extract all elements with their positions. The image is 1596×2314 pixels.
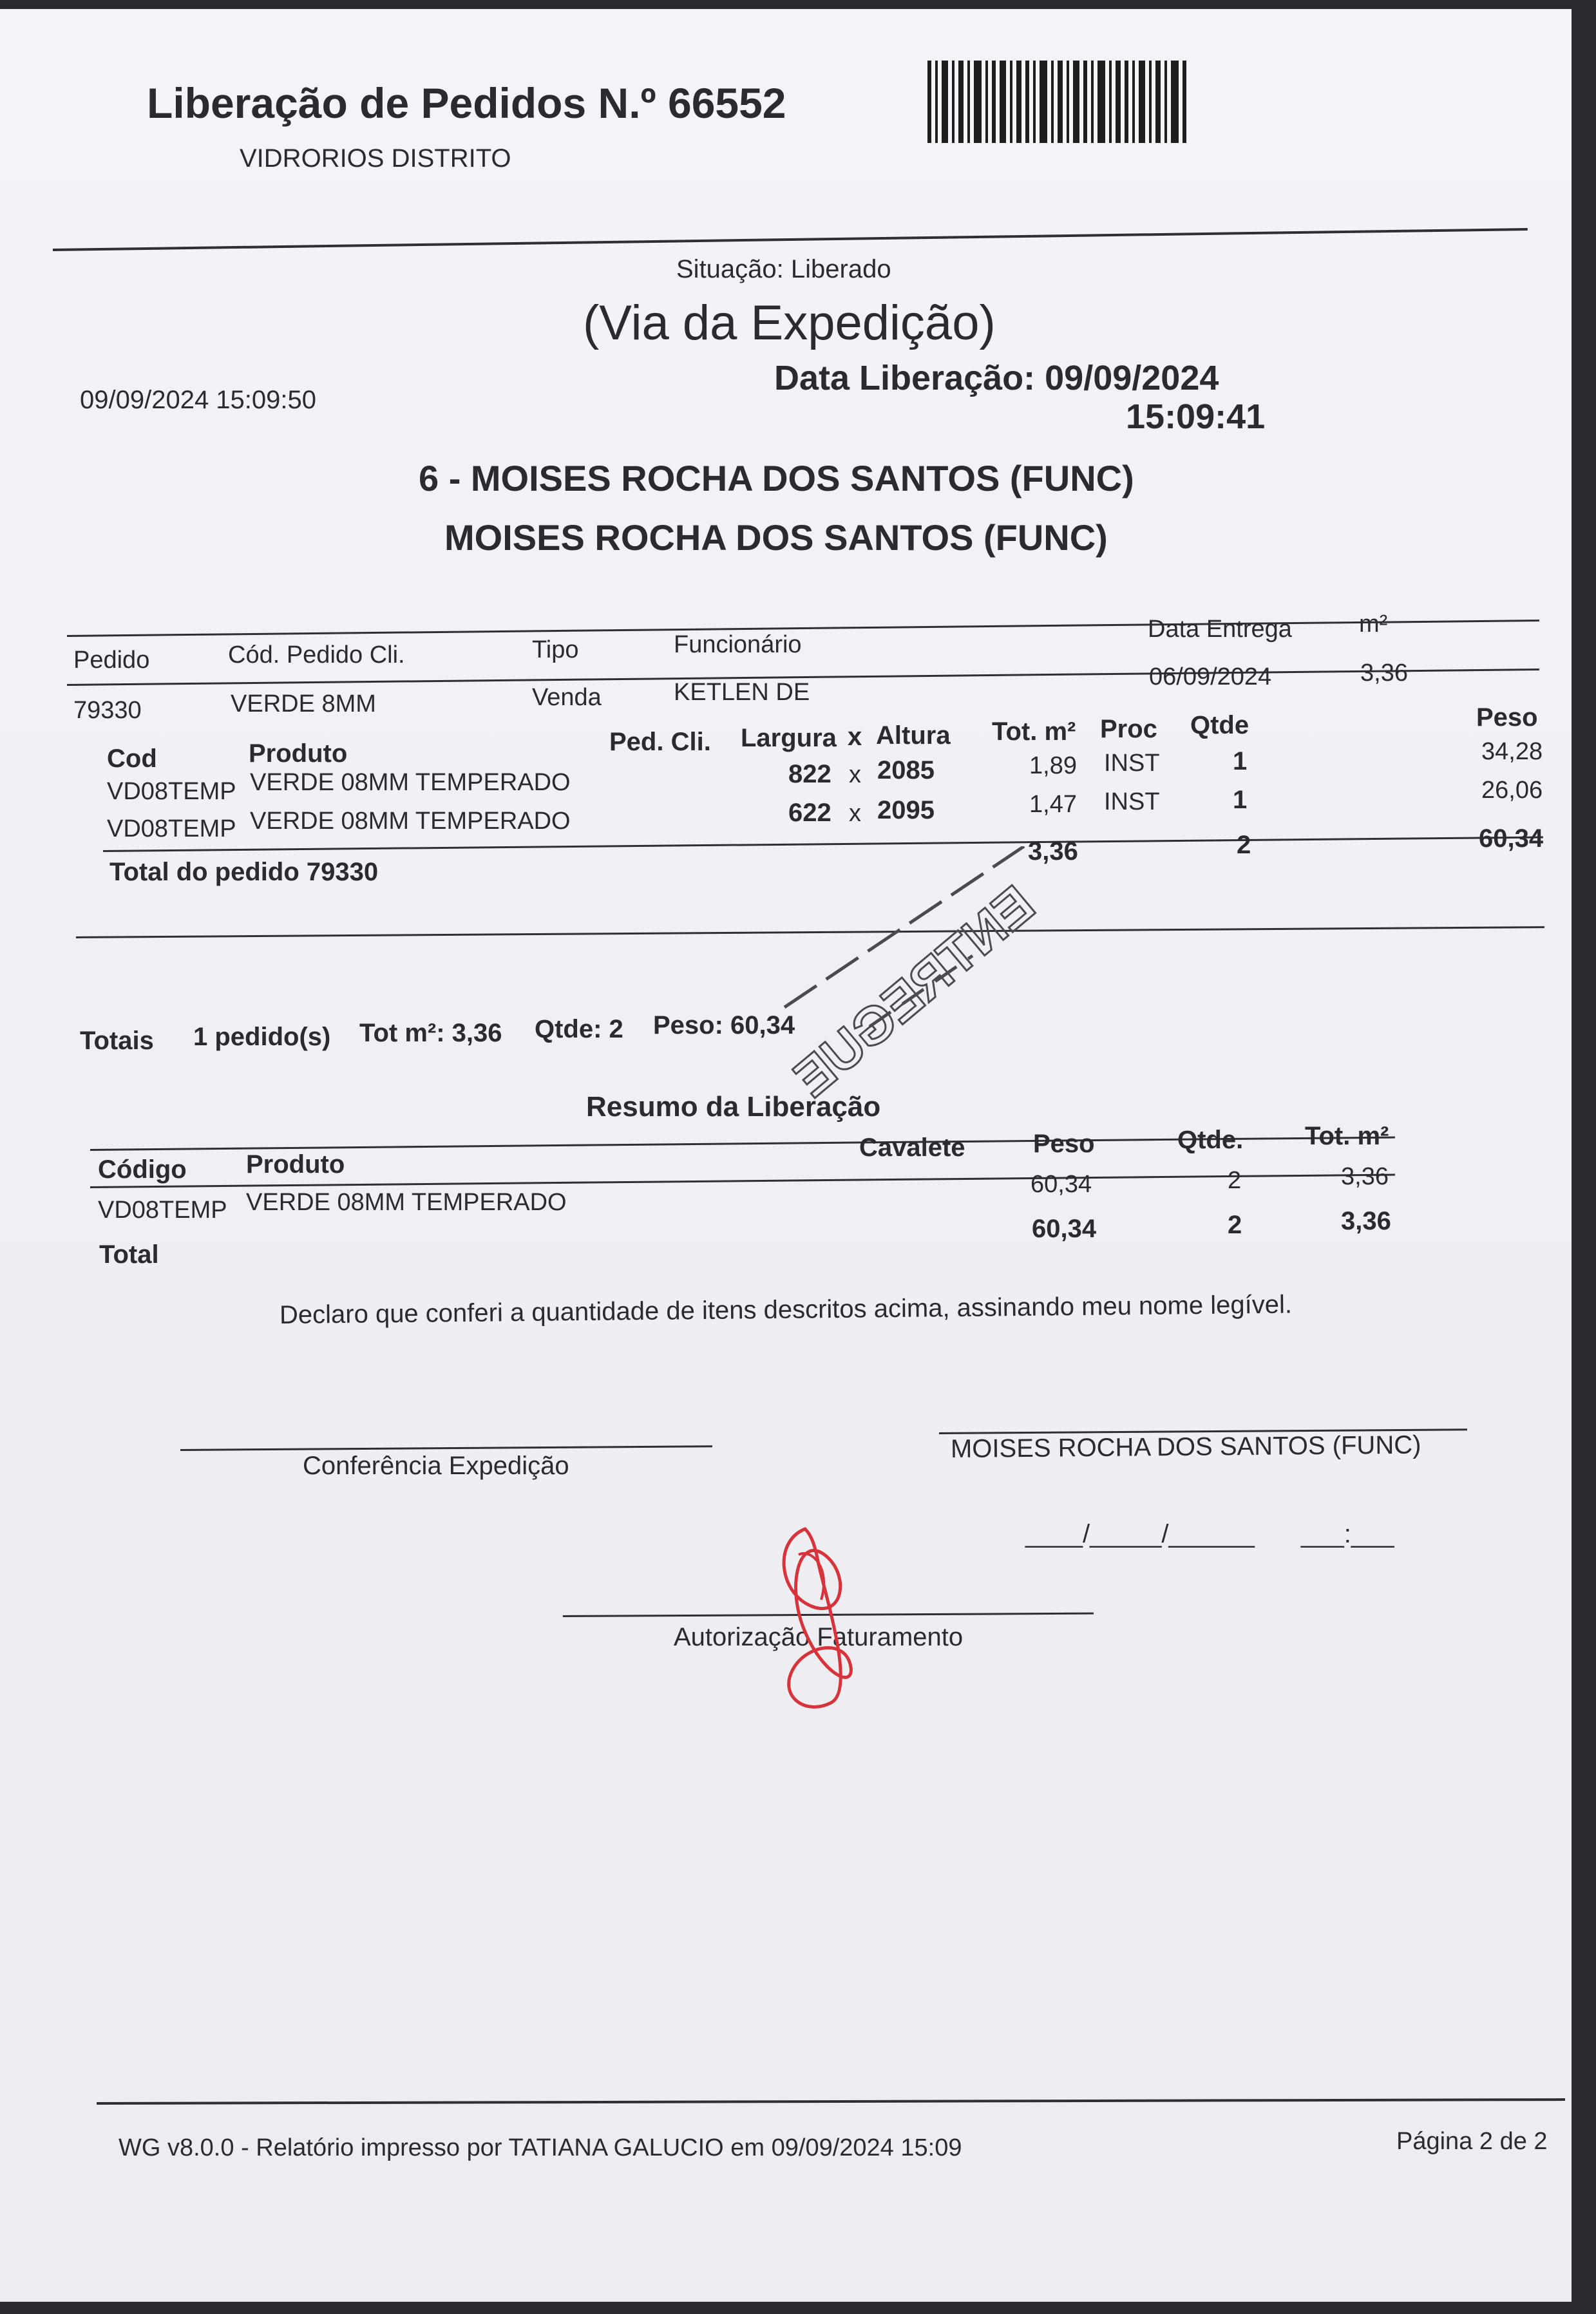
col-header-tipo: Tipo bbox=[532, 636, 579, 663]
item-qtde: 1 bbox=[1233, 786, 1248, 814]
summary-codigo-value: VD08TEMP bbox=[98, 1197, 227, 1224]
summary-col-tot-m2: Tot. m² bbox=[1305, 1122, 1389, 1150]
summary-col-produto: Produto bbox=[246, 1150, 345, 1179]
summary-total-label: Total bbox=[99, 1240, 159, 1269]
col-header-cod: Cod bbox=[107, 744, 157, 773]
order-total-peso: 60,34 bbox=[1479, 824, 1544, 853]
totals-pedidos: 1 pedido(s) bbox=[193, 1023, 331, 1051]
time-slots: ___:___ bbox=[1301, 1520, 1394, 1548]
order-total-qtde: 2 bbox=[1237, 831, 1251, 859]
item-proc: INST bbox=[1104, 750, 1160, 777]
summary-col-codigo: Código bbox=[98, 1155, 187, 1184]
col-header-altura: Altura bbox=[876, 721, 951, 750]
col-header-peso: Peso bbox=[1476, 703, 1538, 732]
item-proc: INST bbox=[1104, 788, 1160, 815]
order-tipo-value: Venda bbox=[532, 684, 602, 711]
col-header-data-entrega: Data Entrega bbox=[1148, 616, 1292, 643]
col-header-ped-cli: Ped. Cli. bbox=[609, 728, 711, 756]
document-page bbox=[0, 9, 1572, 2302]
summary-produto-value: VERDE 08MM TEMPERADO bbox=[246, 1189, 567, 1216]
client-name-line2: MOISES ROCHA DOS SANTOS (FUNC) bbox=[444, 517, 1108, 558]
copy-type-label: (Via da Expedição) bbox=[583, 296, 996, 350]
item-peso: 26,06 bbox=[1481, 777, 1543, 804]
summary-tot-m2-value: 3,36 bbox=[1341, 1163, 1389, 1190]
order-pedido-value: 79330 bbox=[73, 697, 142, 724]
printed-timestamp: 09/09/2024 15:09:50 bbox=[80, 386, 317, 414]
summary-title: Resumo da Liberação bbox=[586, 1091, 881, 1123]
barcode-image bbox=[927, 61, 1186, 143]
item-altura: 2095 bbox=[877, 796, 935, 824]
col-header-pedido: Pedido bbox=[73, 647, 150, 674]
item-cod: VD08TEMP bbox=[107, 778, 236, 805]
item-largura: 622 bbox=[788, 799, 831, 827]
signature-line-conferencia bbox=[180, 1445, 712, 1451]
col-header-x: x bbox=[848, 723, 862, 751]
item-produto: VERDE 08MM TEMPERADO bbox=[250, 808, 571, 835]
company-name: VIDRORIOS DISTRITO bbox=[240, 144, 511, 173]
summary-col-qtde: Qtde. bbox=[1177, 1126, 1244, 1154]
item-produto: VERDE 08MM TEMPERADO bbox=[250, 769, 571, 796]
declaration-text: Declaro que conferi a quantidade de itens descritos acima, assinando meu nome legível. bbox=[279, 1290, 1293, 1329]
handwritten-signature bbox=[760, 1516, 876, 1722]
col-header-produto: Produto bbox=[249, 739, 348, 768]
delivered-stamp bbox=[779, 846, 1114, 1117]
totals-peso: Peso: 60,34 bbox=[653, 1011, 795, 1039]
summary-qtde-value: 2 bbox=[1228, 1167, 1242, 1194]
item-x: x bbox=[849, 800, 861, 827]
item-tot-m2: 1,47 bbox=[1029, 791, 1077, 818]
signature-label-autorizacao: Autorização Faturamento bbox=[674, 1623, 964, 1651]
totals-tot-m2: Tot m²: 3,36 bbox=[359, 1019, 502, 1047]
order-cod-pedido-cli-value: VERDE 8MM bbox=[231, 690, 376, 717]
summary-total-tot-m2: 3,36 bbox=[1341, 1207, 1391, 1235]
item-altura: 2085 bbox=[877, 756, 935, 784]
col-header-tot-m2: Tot. m² bbox=[992, 717, 1076, 746]
order-top-line bbox=[67, 620, 1539, 637]
col-header-cod-pedido-cli: Cód. Pedido Cli. bbox=[228, 641, 405, 669]
client-name-line1: 6 - MOISES ROCHA DOS SANTOS (FUNC) bbox=[419, 458, 1134, 498]
item-tot-m2: 1,89 bbox=[1029, 752, 1077, 779]
item-x: x bbox=[849, 761, 861, 788]
col-header-funcionario: Funcionário bbox=[674, 631, 802, 658]
item-cod: VD08TEMP bbox=[107, 815, 236, 842]
order-total-m2: 3,36 bbox=[1028, 837, 1078, 866]
totals-qtde: Qtde: 2 bbox=[535, 1015, 623, 1043]
col-header-qtde: Qtde bbox=[1190, 711, 1249, 739]
footer-page-number: Página 2 de 2 bbox=[1396, 2128, 1548, 2155]
col-header-m2: m² bbox=[1359, 611, 1388, 638]
release-time: 15:09:41 bbox=[1126, 397, 1266, 436]
signature-label-conferencia: Conferência Expedição bbox=[303, 1452, 569, 1480]
document-title: Liberação de Pedidos N.º 66552 bbox=[147, 79, 786, 127]
col-header-proc: Proc bbox=[1100, 715, 1157, 743]
signature-label-client: MOISES ROCHA DOS SANTOS (FUNC) bbox=[950, 1430, 1421, 1463]
item-qtde: 1 bbox=[1233, 747, 1248, 775]
status-label: Situação: Liberado bbox=[676, 255, 891, 283]
footer-divider bbox=[97, 2098, 1565, 2105]
summary-col-cavalete: Cavalete bbox=[859, 1133, 965, 1162]
summary-col-peso: Peso bbox=[1033, 1130, 1095, 1158]
totals-label: Totais bbox=[80, 1027, 154, 1055]
header-divider bbox=[53, 228, 1528, 251]
order-total-label: Total do pedido 79330 bbox=[109, 858, 379, 886]
order-m2-value: 3,36 bbox=[1360, 659, 1408, 687]
item-largura: 822 bbox=[788, 760, 831, 788]
date-slots: ____/_____/______ bbox=[1025, 1520, 1255, 1548]
order-data-entrega-value: 06/09/2024 bbox=[1149, 663, 1272, 690]
footer-printed-by: WG v8.0.0 - Relatório impresso por TATIANA GALUCIO em 09/09/2024 15:09 bbox=[119, 2134, 962, 2161]
summary-total-qtde: 2 bbox=[1228, 1211, 1242, 1239]
release-date: Data Liberação: 09/09/2024 bbox=[774, 359, 1219, 397]
order-funcionario-value: KETLEN DE bbox=[674, 679, 810, 706]
item-peso: 34,28 bbox=[1481, 738, 1543, 765]
summary-peso-value: 60,34 bbox=[1031, 1171, 1092, 1198]
col-header-largura: Largura bbox=[741, 724, 837, 752]
summary-total-peso: 60,34 bbox=[1032, 1215, 1097, 1243]
stamp-text: ENTREGUE bbox=[783, 875, 1046, 1108]
